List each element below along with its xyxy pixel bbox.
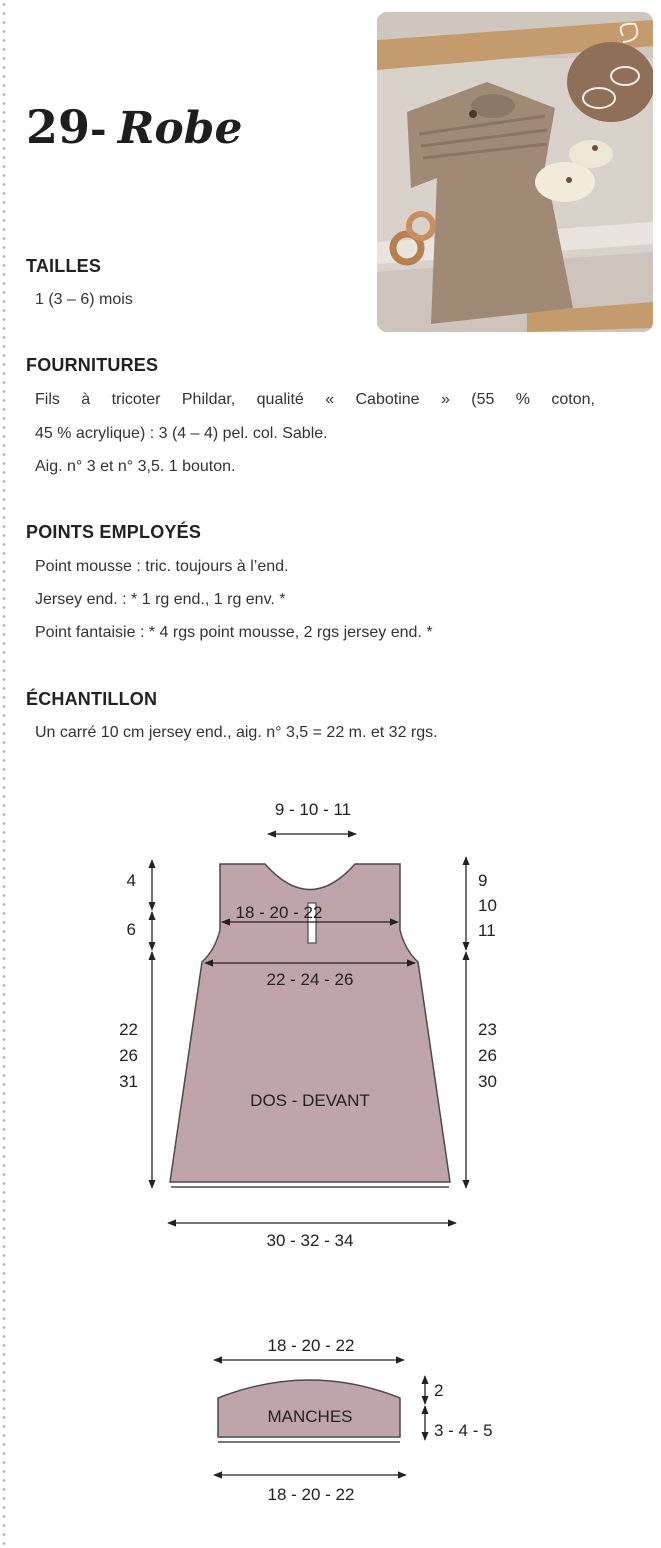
top-right-size-1: 9 bbox=[478, 871, 488, 890]
schematic-diagram bbox=[0, 780, 661, 1520]
top-right-size-3: 11 bbox=[478, 921, 496, 940]
points-line-1: Point mousse : tric. toujours à l’end. bbox=[35, 558, 289, 575]
sleeve-body-height-label: 3 - 4 - 5 bbox=[434, 1421, 493, 1440]
skirt-left-size-1: 22 bbox=[119, 1020, 138, 1039]
skirt-left-size-2: 26 bbox=[119, 1046, 138, 1065]
photo-illustration bbox=[377, 12, 653, 332]
points-line-2: Jersey end. : * 1 rg end., 1 rg env. * bbox=[35, 591, 286, 608]
pattern-number: 29 bbox=[26, 100, 91, 154]
tailles-text: 1 (3 – 6) mois bbox=[35, 291, 133, 308]
chest-width-label: 22 - 24 - 26 bbox=[266, 970, 354, 989]
neck-width-label: 9 - 10 - 11 bbox=[274, 800, 352, 819]
pattern-title bbox=[26, 100, 243, 154]
sleeve-top-width-label: 18 - 20 - 22 bbox=[267, 1336, 355, 1355]
armhole-height-label: 6 bbox=[126, 920, 136, 939]
manches-label: MANCHES bbox=[267, 1407, 353, 1426]
fournitures-heading: FOURNITURES bbox=[26, 355, 159, 375]
product-photo bbox=[377, 12, 653, 332]
fournitures-line-3: Aig. n° 3 et n° 3,5. 1 bouton. bbox=[35, 458, 236, 475]
sleeve-cap-height-label: 2 bbox=[434, 1381, 444, 1400]
sleeve-bottom-width-label: 18 - 20 - 22 bbox=[267, 1485, 355, 1504]
tailles-heading: TAILLES bbox=[26, 256, 102, 276]
skirt-right-size-2: 26 bbox=[478, 1046, 497, 1065]
yoke-width-label: 18 - 20 - 22 bbox=[235, 903, 323, 922]
echantillon-heading: ÉCHANTILLON bbox=[26, 689, 158, 709]
shoulder-height-label: 4 bbox=[126, 871, 136, 890]
points-line-3: Point fantaisie : * 4 rgs point mousse, 2 rgs jersey end. * bbox=[35, 624, 433, 641]
title-separator: - bbox=[90, 106, 107, 153]
dos-devant-label: DOS - DEVANT bbox=[250, 1091, 370, 1110]
top-right-size-2: 10 bbox=[478, 896, 497, 915]
skirt-right-size-3: 30 bbox=[478, 1072, 497, 1091]
echantillon-text: Un carré 10 cm jersey end., aig. n° 3,5 = 22 m. et 32 rgs. bbox=[35, 724, 438, 741]
pattern-name: Robe bbox=[117, 103, 243, 154]
bottom-width-label: 30 - 32 - 34 bbox=[266, 1231, 354, 1250]
fournitures-line-1: Fils à tricoter Phildar, qualité « Cabotine » (55 % coton, bbox=[35, 391, 595, 408]
fournitures-line-2: 45 % acrylique) : 3 (4 – 4) pel. col. Sable. bbox=[35, 425, 328, 442]
points-heading: POINTS EMPLOYÉS bbox=[26, 522, 202, 542]
skirt-right-size-1: 23 bbox=[478, 1020, 497, 1039]
skirt-left-size-3: 31 bbox=[119, 1072, 138, 1091]
